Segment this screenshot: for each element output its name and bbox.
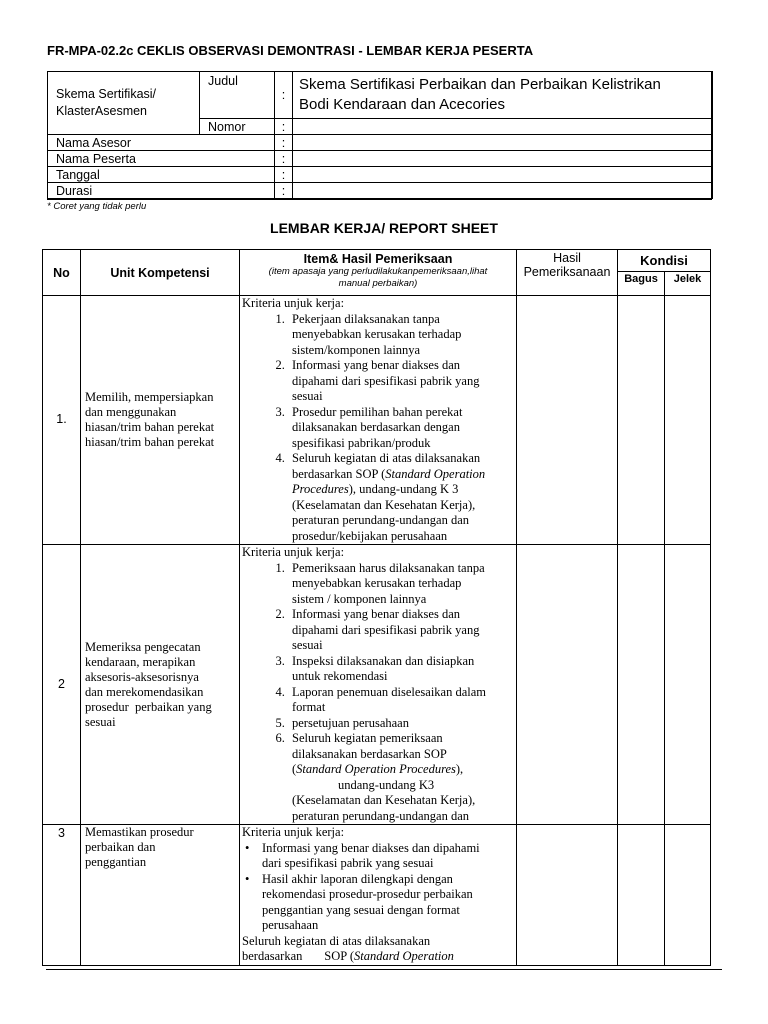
bullet-icon: •: [245, 871, 250, 886]
report-sheet-table: [42, 249, 711, 966]
judul-colon: :: [275, 72, 293, 119]
nomor-colon: :: [275, 119, 293, 135]
list-item: 4. Laporan penemuan diselesaikan dalam format: [288, 685, 512, 716]
kriteria-unjuk-kerja: Kriteria unjuk kerja: • Informasi yang benar diakses dan dipahami dari spesifikasi pabrik yang sesuai • Hasil akhir laporan dilengkapi dengan rekomendasi prosedur-prosedur perbaikan penggantian yang sesuai dengan format perusahaan Seluruh kegiatan di atas dilaksanakan berdasarkan SOP (Standard Operation: [240, 825, 517, 966]
judul-value: Skema Sertifikasi Perbaikan dan Perbaikan Kelistrikan Bodi Kendaraan dan Acecories: [293, 72, 713, 119]
row-number: 1.: [43, 296, 81, 545]
tanggal-label: Tanggal: [48, 167, 275, 183]
tanggal-value[interactable]: [293, 167, 713, 183]
nama-peserta-value[interactable]: [293, 151, 713, 167]
durasi-value[interactable]: [293, 183, 713, 199]
criteria-tail-text: Seluruh kegiatan di atas dilaksanakan berdasarkan SOP (Standard Operation: [242, 933, 454, 963]
kondisi-bagus-cell[interactable]: [618, 296, 665, 545]
list-item: 5. persetujuan perusahaan: [288, 716, 512, 732]
list-item: 2. Informasi yang benar diakses dan dipahami dari spesifikasi pabrik yang sesuai: [288, 607, 512, 654]
hasil-pemeriksaan-cell[interactable]: [517, 545, 618, 825]
nomor-value[interactable]: [293, 119, 713, 135]
hasil-pemeriksaan-cell[interactable]: [517, 296, 618, 545]
unit-kompetensi: Memastikan prosedur perbaikan dan penggantian: [81, 825, 240, 966]
report-sheet-title: LEMBAR KERJA/ REPORT SHEET: [270, 220, 498, 236]
list-item: 1. Pekerjaan dilaksanakan tanpa menyebabkan kerusakan terhadap sistem/komponen lainnya: [288, 312, 512, 359]
nama-asesor-label: Nama Asesor: [48, 135, 275, 151]
table-row: [43, 296, 711, 545]
col-header-unit: Unit Kompetensi: [81, 250, 240, 296]
col-header-jelek: Jelek: [665, 272, 711, 296]
nomor-label: Nomor: [200, 119, 275, 135]
hasil-pemeriksaan-cell[interactable]: [517, 825, 618, 966]
document-title: FR-MPA-02.2c CEKLIS OBSERVASI DEMONTRASI - LEMBAR KERJA PESERTA: [47, 43, 534, 58]
criteria-list: [242, 312, 512, 545]
durasi-label: Durasi: [48, 183, 275, 199]
row-number: 3: [43, 825, 81, 966]
nama-peserta-colon: :: [275, 151, 293, 167]
kondisi-jelek-cell[interactable]: [665, 296, 711, 545]
kondisi-bagus-cell[interactable]: [618, 825, 665, 966]
kriteria-unjuk-kerja: Kriteria unjuk kerja: 1. Pemeriksaan harus dilaksanakan tanpa menyebabkan kerusakan terhadap sistem / komponen lainnya 2. Informasi yang benar diakses dan dipahami dari spesifikasi pabrik yang sesuai 3. Inspeksi dilaksanakan dan disiapkan untuk rekomendasi 4. Laporan penemuan diselesaikan dalam format 5. persetujuan perusahaan 6. Seluruh kegiatan pemeriksaan dilaksanakan berdasarkan SOP (Standard Operation Procedures), undang-undang K3 (Keselamatan dan Kesehatan Kerja), peraturan perundang-undangan dan: [240, 545, 517, 825]
list-item: 1. Pemeriksaan harus dilaksanakan tanpa menyebabkan kerusakan terhadap sistem / komponen lainnya: [288, 561, 512, 608]
list-item: 4. Seluruh kegiatan di atas dilaksanakan berdasarkan SOP (Standard Operation Procedures), undang-undang K 3 (Keselamatan dan Kesehatan Kerja), peraturan perundang-undangan dan prosedur/kebijakan perusahaan: [288, 451, 512, 544]
col-header-hasil: Hasil Pemeriksanaan: [517, 250, 618, 296]
list-item: 3. Inspeksi dilaksanakan dan disiapkan untuk rekomendasi: [288, 654, 512, 685]
table-row: [43, 825, 711, 966]
page-footer-divider: [46, 969, 722, 970]
table-row: [43, 545, 711, 825]
list-item: 6. Seluruh kegiatan pemeriksaan dilaksanakan berdasarkan SOP (Standard Operation Procedures), undang-undang K3 (Keselamatan dan Kesehatan Kerja), peraturan perundang-undangan dan: [288, 731, 512, 824]
nama-asesor-colon: :: [275, 135, 293, 151]
kondisi-jelek-cell[interactable]: [665, 545, 711, 825]
kondisi-bagus-cell[interactable]: [618, 545, 665, 825]
list-item: • Hasil akhir laporan dilengkapi dengan rekomendasi prosedur-prosedur perbaikan penggantian yang sesuai dengan format perusahaan: [245, 871, 473, 932]
col-header-item: Item& Hasil Pemeriksaan (item apasaja yang perludilakukanpemeriksaan,lihat manual perbaikan): [240, 250, 517, 296]
list-item: • Informasi yang benar diakses dan dipahami dari spesifikasi pabrik yang sesuai: [245, 840, 480, 870]
unit-kompetensi: Memilih, mempersiapkan dan menggunakan hiasan/trim bahan perekat hiasan/trim bahan perekat: [81, 296, 240, 545]
skema-label: Skema Sertifikasi/ KlasterAsesmen: [48, 72, 200, 135]
bullet-icon: •: [245, 840, 250, 855]
header-info-table: [47, 71, 713, 199]
durasi-colon: :: [275, 183, 293, 199]
col-header-no: No: [43, 250, 81, 296]
nama-peserta-label: Nama Peserta: [48, 151, 275, 167]
list-item: 3. Prosedur pemilihan bahan perekat dilaksanakan berdasarkan dengan spesifikasi pabrikan/produk: [288, 405, 512, 452]
footnote-coret: * Coret yang tidak perlu: [47, 201, 147, 212]
criteria-list: [242, 561, 512, 825]
col-header-bagus: Bagus: [618, 272, 665, 296]
kriteria-unjuk-kerja: Kriteria unjuk kerja: 1. Pekerjaan dilaksanakan tanpa menyebabkan kerusakan terhadap sistem/komponen lainnya 2. Informasi yang benar diakses dan dipahami dari spesifikasi pabrik yang sesuai 3. Prosedur pemilihan bahan perekat dilaksanakan berdasarkan dengan spesifikasi pabrikan/produk 4. Seluruh kegiatan di atas dilaksanakan berdasarkan SOP (Standard Operation Procedures), undang-undang K 3 (Keselamatan dan Kesehatan Kerja), peraturan perundang-undangan dan prosedur/kebijakan perusahaan: [240, 296, 517, 545]
judul-label: Judul: [200, 72, 275, 119]
kondisi-jelek-cell[interactable]: [665, 825, 711, 966]
tanggal-colon: :: [275, 167, 293, 183]
col-header-kondisi: Kondisi: [618, 250, 711, 272]
list-item: 2. Informasi yang benar diakses dan dipahami dari spesifikasi pabrik yang sesuai: [288, 358, 512, 405]
nama-asesor-value[interactable]: [293, 135, 713, 151]
row-number: 2: [43, 545, 81, 825]
unit-kompetensi: Memeriksa pengecatan kendaraan, merapikan aksesoris-aksesorisnya dan merekomendasikan prosedur perbaikan yang sesuai: [81, 545, 240, 825]
criteria-bullet-list: [242, 841, 512, 934]
